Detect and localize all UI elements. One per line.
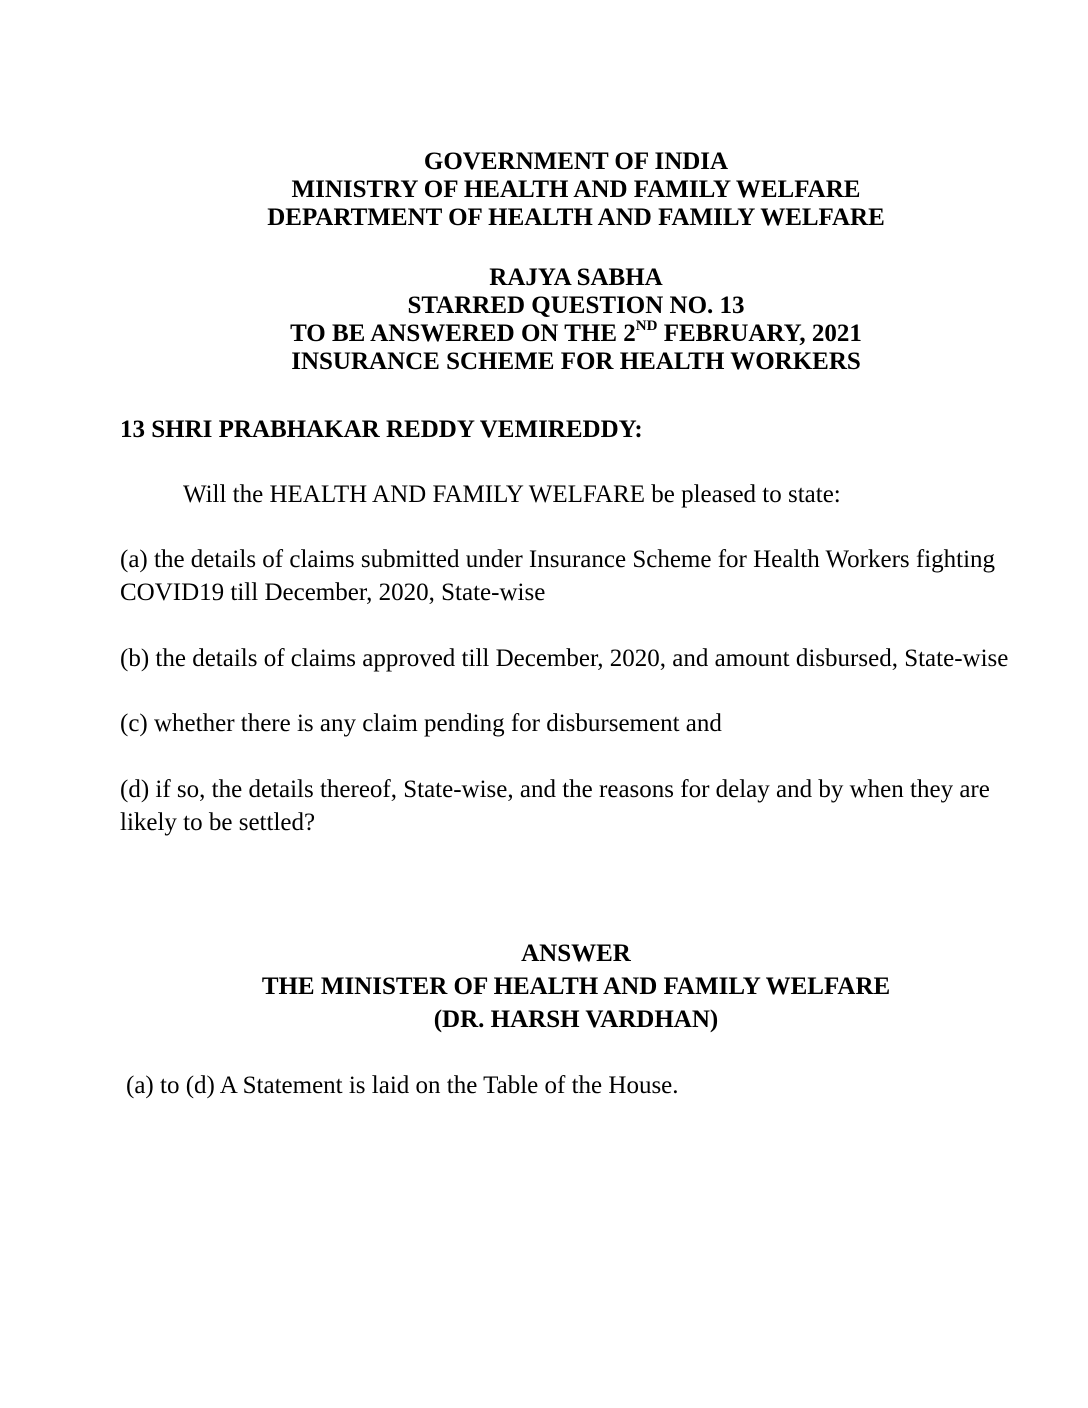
question-subject: INSURANCE SCHEME FOR HEALTH WORKERS xyxy=(291,348,861,375)
question-d-line2: likely to be settled? xyxy=(120,809,316,836)
answer-date-prefix: TO BE ANSWERED ON THE 2 xyxy=(290,320,636,347)
header-department: DEPARTMENT OF HEALTH AND FAMILY WELFARE xyxy=(267,204,885,231)
question-intro: Will the HEALTH AND FAMILY WELFARE be pleased to state: xyxy=(183,481,841,508)
asker-name: 13 SHRI PRABHAKAR REDDY VEMIREDDY: xyxy=(120,416,643,443)
question-d-line1: (d) if so, the details thereof, State-wise, and the reasons for delay and by when they are xyxy=(120,776,990,803)
header-ministry: MINISTRY OF HEALTH AND FAMILY WELFARE xyxy=(291,176,861,203)
house-name: RAJYA SABHA xyxy=(489,264,663,291)
question-a-line2: COVID19 till December, 2020, State-wise xyxy=(120,579,546,606)
question-a-line1: (a) the details of claims submitted under Insurance Scheme for Health Workers fighting xyxy=(120,546,996,573)
answer-date-suffix: FEBRUARY, 2021 xyxy=(657,320,862,347)
answer-heading: ANSWER xyxy=(521,940,631,967)
question-b: (b) the details of claims approved till December, 2020, and amount disbursed, State-wise xyxy=(120,645,1009,672)
header-government: GOVERNMENT OF INDIA xyxy=(423,148,729,175)
question-number: STARRED QUESTION NO. 13 xyxy=(407,292,745,319)
answer-text: (a) to (d) A Statement is laid on the Table of the House. xyxy=(126,1072,679,1099)
answer-date xyxy=(0,319,1088,349)
question-c: (c) whether there is any claim pending for disbursement and xyxy=(120,710,722,737)
answer-date-superscript: ND xyxy=(635,318,658,334)
answer-minister-name: (DR. HARSH VARDHAN) xyxy=(433,1006,719,1033)
answer-minister-title: THE MINISTER OF HEALTH AND FAMILY WELFARE xyxy=(261,973,891,1000)
